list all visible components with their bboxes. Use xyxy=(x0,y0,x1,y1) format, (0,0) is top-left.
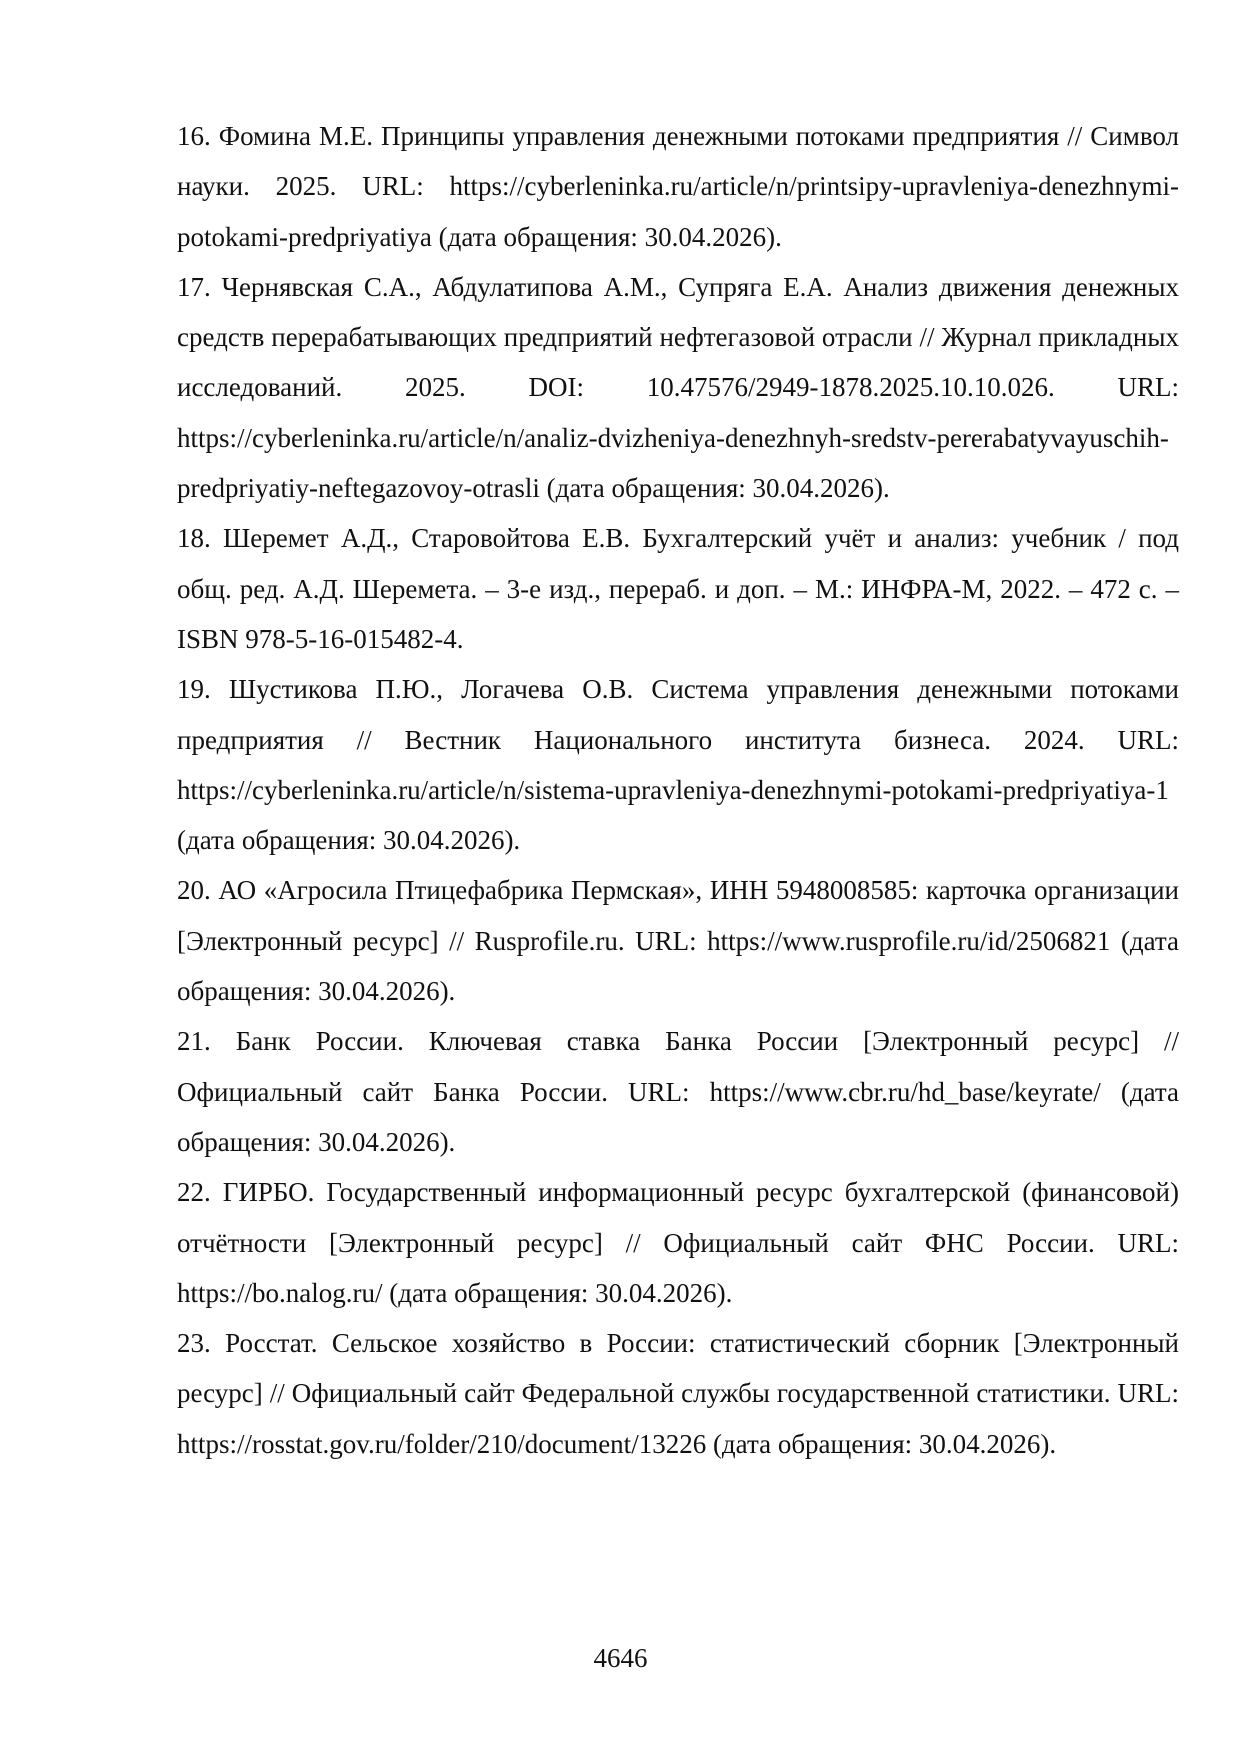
reference-text: Банк России. Ключевая ставка Банка России [Электронный ресурс] // Официальный сайт Банка России. URL: https://www.cbr.ru/hd_base/keyrate/ (дата обращения: 30.04.2026). xyxy=(177,1026,1180,1157)
reference-list xyxy=(177,111,1179,1469)
reference-item-21 xyxy=(177,1016,1179,1167)
reference-number: 20. xyxy=(177,875,211,906)
reference-number: 21. xyxy=(177,1026,211,1057)
reference-text: Шустикова П.Ю., Логачева О.В. Система управления денежными потоками предприятия // Вестник Национального института бизнеса. 2024. URL: https://cyberleninka.ru/article/n/sistema-upravleniya-denezhnymi-potokami-predpriyatiya-1 (дата обращения: 30.04.2026). xyxy=(177,674,1179,856)
reference-item-23 xyxy=(177,1318,1179,1469)
reference-text: Шеремет А.Д., Старовойтова Е.В. Бухгалтерский учёт и анализ: учебник / под общ. ред. А.Д. Шеремета. – 3-е изд., перераб. и доп. – М.: ИНФРА-М, 2022. – 472 с. – ISBN 978-5-16-015482-4. xyxy=(177,523,1179,654)
reference-text: АО «Агросила Птицефабрика Пермская», ИНН 5948008585: карточка организации [Электронный ресурс] // Rusprofile.ru. URL: https://www.rusprofile.ru/id/2506821 (дата обращения: 30.04.2026). xyxy=(177,875,1180,1007)
page-number: 4646 xyxy=(593,1643,648,1673)
reference-number: 16. xyxy=(177,121,211,151)
reference-number: 18. xyxy=(177,523,211,554)
reference-number: 23. xyxy=(177,1328,211,1359)
reference-text: Чернявская С.А., Абдулатипова А.М., Супряга Е.А. Анализ движения денежных средств перерабатывающих предприятий нефтегазовой отрасли // Журнал прикладных исследований. 2025. DOI: 10.47576/2949-1878.2025.10.10.026. URL: https://cyberleninka.ru/article/n/analiz-dvizheniya-denezhnyh-sredstv-pererabatyvayuschih-predpriyatiy-neftegazovoy-otrasli (дата обращения: 30.04.2026). xyxy=(177,271,1180,504)
reference-item-19 xyxy=(177,664,1179,865)
reference-text: Фомина М.Е. Принципы управления денежными потоками предприятия // Символ науки. 2025. URL: https://cyberleninka.ru/article/n/printsipy-upravleniya-denezhnymi-potokami-predpriyatiya (дата обращения: 30.04.2026). xyxy=(177,121,1180,252)
reference-item-17 xyxy=(177,262,1179,513)
reference-number: 17. xyxy=(177,271,211,302)
reference-number: 22. xyxy=(177,1177,211,1208)
reference-item-18 xyxy=(177,513,1179,664)
reference-item-22 xyxy=(177,1167,1179,1318)
reference-item-20 xyxy=(177,865,1179,1016)
reference-item-16 xyxy=(177,111,1179,262)
reference-text: ГИРБО. Государственный информационный ресурс бухгалтерской (финансовой) отчётности [Электронный ресурс] // Официальный сайт ФНС России. URL: https://bo.nalog.ru/ (дата обращения: 30.04.2026). xyxy=(177,1177,1179,1308)
reference-text: Росстат. Сельское хозяйство в России: статистический сборник [Электронный ресурс] // Официальный сайт Федеральной службы государственной статистики. URL: https://rosstat.gov.ru/folder/210/document/13226 (дата обращения: 30.04.2026). xyxy=(177,1328,1179,1459)
reference-number: 19. xyxy=(177,674,211,705)
